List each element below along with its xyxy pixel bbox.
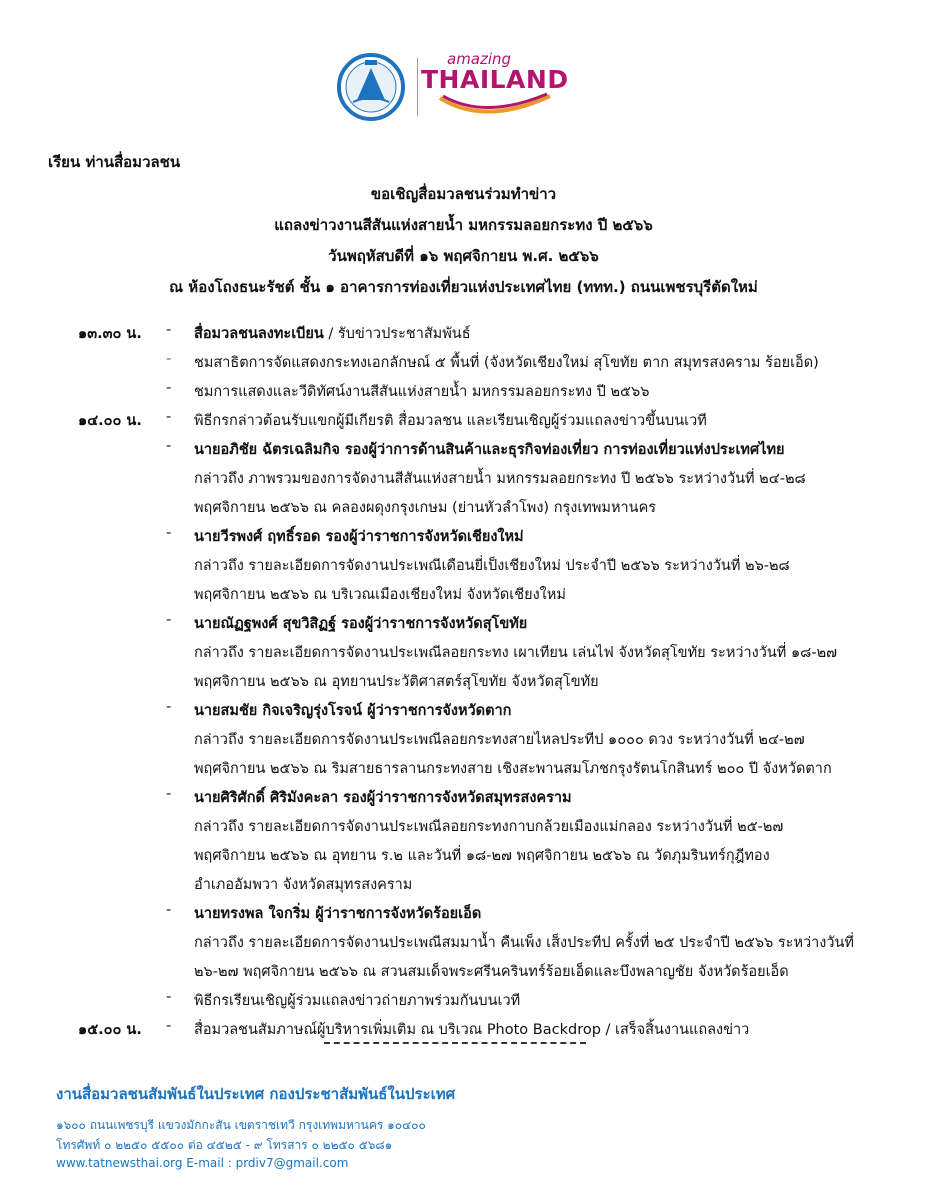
- speaker-name: นายณัฏฐพงศ์ สุขวิสิฏฐ์ รองผู้ว่าราชการจังหวัดสุโขทัย: [194, 616, 528, 632]
- speaker-row: [0, 786, 927, 815]
- agenda-text: [194, 322, 471, 345]
- agenda-row: [0, 989, 927, 1018]
- speaker-detail: กล่าวถึง ภาพรวมของการจัดงานสีสันแห่งสายน้ำ มหกรรมลอยกระทง ปี ๒๕๖๖ ระหว่างวันที่ ๒๔-๒๘: [194, 471, 806, 487]
- speaker-detail: พฤศจิกายน ๒๕๖๖ ณ ริมสายธารลานกระทงสาย เชิงสะพานสมโภชกรุงรัตนโกสินทร์ ๒๐๐ ปี จังหวัดตาก: [194, 761, 832, 777]
- speaker-detail: พฤศจิกายน ๒๕๖๖ ณ บริเวณเมืองเชียงใหม่ จังหวัดเชียงใหม่: [194, 587, 566, 603]
- footer-web-email: www.tatnewsthai.org E-mail : prdiv7@gmail.com: [56, 1156, 349, 1170]
- speaker-detail: พฤศจิกายน ๒๕๖๖ ณ คลองผดุงกรุงเกษม (ย่านหัวลำโพง) กรุงเทพมหานคร: [194, 500, 657, 516]
- bullet-dash: -: [166, 322, 172, 338]
- speaker-detail: ๒๖-๒๗ พฤศจิกายน ๒๕๖๖ ณ สวนสมเด็จพระศรีนครินทร์ร้อยเอ็ดและบึงพลาญชัย จังหวัดร้อยเอ็ด: [194, 964, 789, 980]
- speaker-detail: กล่าวถึง รายละเอียดการจัดงานประเพณีลอยกระทง เผาเทียน เล่นไฟ จังหวัดสุโขทัย ระหว่างวันที่ ๑๘-๒๗: [194, 645, 838, 661]
- agenda-text: ชมการแสดงและวีดิทัศน์งานสีสันแห่งสายน้ำ มหกรรมลอยกระทง ปี ๒๕๖๖: [194, 384, 650, 400]
- thailand-logo-text: THAILAND: [421, 65, 569, 94]
- agenda-row: [0, 322, 927, 351]
- salutation: เรียน ท่านสื่อมวลชน: [48, 153, 181, 171]
- agenda-row: [0, 409, 927, 438]
- bullet-dash: -: [166, 438, 172, 454]
- title-line: ขอเชิญสื่อมวลชนร่วมทำข่าว: [370, 185, 557, 203]
- header-logos: [335, 50, 569, 122]
- agenda-text: ชมสาธิตการจัดแสดงกระทงเอกลักษณ์ ๕ พื้นที่ (จังหวัดเชียงใหม่ สุโขทัย ตาก สมุทรสงคราม ร้อยเอ็ด): [194, 355, 819, 371]
- title-line: แถลงข่าวงานสีสันแห่งสายน้ำ มหกรรมลอยกระทง ปี ๒๕๖๖: [274, 216, 653, 234]
- speaker-name: นายวีรพงศ์ ฤทธิ์รอด รองผู้ว่าราชการจังหวัดเชียงใหม่: [194, 529, 524, 545]
- document-titles: [0, 179, 927, 303]
- speaker-detail: กล่าวถึง รายละเอียดการจัดงานประเพณีเดือนยี่เป็งเชียงใหม่ ประจำปี ๒๕๖๖ ระหว่างวันที่ ๒๖-๒๘: [194, 558, 790, 574]
- agenda-time: ๑๕.๐๐ น.: [78, 1022, 142, 1038]
- speaker-row: [0, 902, 927, 931]
- speaker-row: [0, 525, 927, 554]
- footer-title: งานสื่อมวลชนสัมพันธ์ในประเทศ กองประชาสัมพันธ์ในประเทศ: [56, 1085, 456, 1103]
- speaker-row: [0, 699, 927, 728]
- bullet-dash: -: [166, 525, 172, 541]
- speaker-detail: กล่าวถึง รายละเอียดการจัดงานประเพณีลอยกระทงกาบกล้วยเมืองแม่กลอง ระหว่างวันที่ ๒๕-๒๗: [194, 819, 784, 835]
- amazing-logo-text: amazing: [447, 50, 512, 68]
- logo-divider: [417, 58, 418, 116]
- agenda-text: สื่อมวลชนสัมภาษณ์ผู้บริหารเพิ่มเติม ณ บริเวณ Photo Backdrop / เสร็จสิ้นงานแถลงข่าว: [194, 1022, 750, 1038]
- agenda-row: [0, 380, 927, 409]
- bullet-dash: -: [166, 1018, 172, 1034]
- speaker-row: [0, 612, 927, 641]
- bullet-dash: -: [166, 902, 172, 918]
- bullet-dash: -: [166, 612, 172, 628]
- speaker-name: นายศิริศักดิ์ ศิริมังคะลา รองผู้ว่าราชการจังหวัดสมุทรสงคราม: [194, 790, 572, 806]
- agenda-text-rest: / รับข่าวประชาสัมพันธ์: [323, 326, 471, 342]
- speaker-detail: พฤศจิกายน ๒๕๖๖ ณ อุทยานประวัติศาสตร์สุโขทัย จังหวัดสุโขทัย: [194, 674, 599, 690]
- speaker-detail: กล่าวถึง รายละเอียดการจัดงานประเพณีสมมาน้ำ คืนเพ็ง เส็งประทีป ครั้งที่ ๒๕ ประจำปี ๒๕๖๖ ระหว่างวันที่: [194, 935, 854, 951]
- agenda-text: พิธีกรเรียนเชิญผู้ร่วมแถลงข่าวถ่ายภาพร่วมกันบนเวที: [194, 993, 521, 1009]
- title-line: ณ ห้องโถงธนะรัชต์ ชั้น ๑ อาคารการท่องเที่ยวแห่งประเทศไทย (ททท.) ถนนเพชรบุรีตัดใหม่: [169, 278, 758, 296]
- bullet-dash: -: [166, 786, 172, 802]
- amazing-thailand-swoosh-icon: [435, 92, 555, 120]
- dashed-separator: [324, 1042, 586, 1044]
- agenda-time: ๑๔.๐๐ น.: [78, 413, 142, 429]
- agenda-time: ๑๓.๓๐ น.: [78, 326, 142, 342]
- speaker-name: นายสมชัย กิจเจริญรุ่งโรจน์ ผู้ว่าราชการจังหวัดตาก: [194, 703, 512, 719]
- speaker-name: นายทรงพล ใจกริ่ม ผู้ว่าราชการจังหวัดร้อยเอ็ด: [194, 906, 482, 922]
- speaker-detail: พฤศจิกายน ๒๕๖๖ ณ อุทยาน ร.๒ และวันที่ ๑๘-๒๗ พฤศจิกายน ๒๕๖๖ ณ วัดภุมรินทร์กุฎีทอง: [194, 848, 770, 864]
- title-line: วันพฤหัสบดีที่ ๑๖ พฤศจิกายน พ.ศ. ๒๕๖๖: [328, 247, 599, 265]
- speaker-name: นายอภิชัย ฉัตรเฉลิมกิจ รองผู้ว่าการด้านสินค้าและธุรกิจท่องเที่ยว การท่องเที่ยวแห่งประเทศไทย: [194, 442, 785, 458]
- speaker-detail: อำเภออัมพวา จังหวัดสมุทรสงคราม: [194, 877, 413, 893]
- speaker-row: [0, 438, 927, 467]
- bullet-dash: -: [166, 351, 172, 367]
- bullet-dash: -: [166, 380, 172, 396]
- agenda-bold: สื่อมวลชนลงทะเบียน: [194, 326, 324, 342]
- footer-address: ๑๖๐๐ ถนนเพชรบุรี แขวงมักกะสัน เขตราชเทวี กรุงเทพมหานคร ๑๐๔๐๐: [56, 1118, 426, 1132]
- speaker-detail: กล่าวถึง รายละเอียดการจัดงานประเพณีลอยกระทงสายไหลประทีป ๑๐๐๐ ดวง ระหว่างวันที่ ๒๔-๒๗: [194, 732, 805, 748]
- tat-seal-icon: [335, 52, 407, 122]
- footer-phone: โทรศัพท์ ๐ ๒๒๕๐ ๕๕๐๐ ต่อ ๔๕๒๕ - ๙ โทรสาร ๐ ๒๒๕๐ ๕๖๘๑: [56, 1138, 393, 1152]
- bullet-dash: -: [166, 409, 172, 425]
- agenda-text: พิธีกรกล่าวต้อนรับแขกผู้มีเกียรติ สื่อมวลชน และเรียนเชิญผู้ร่วมแถลงข่าวขึ้นบนเวที: [194, 413, 707, 429]
- bullet-dash: -: [166, 699, 172, 715]
- agenda-row: [0, 351, 927, 380]
- bullet-dash: -: [166, 989, 172, 1005]
